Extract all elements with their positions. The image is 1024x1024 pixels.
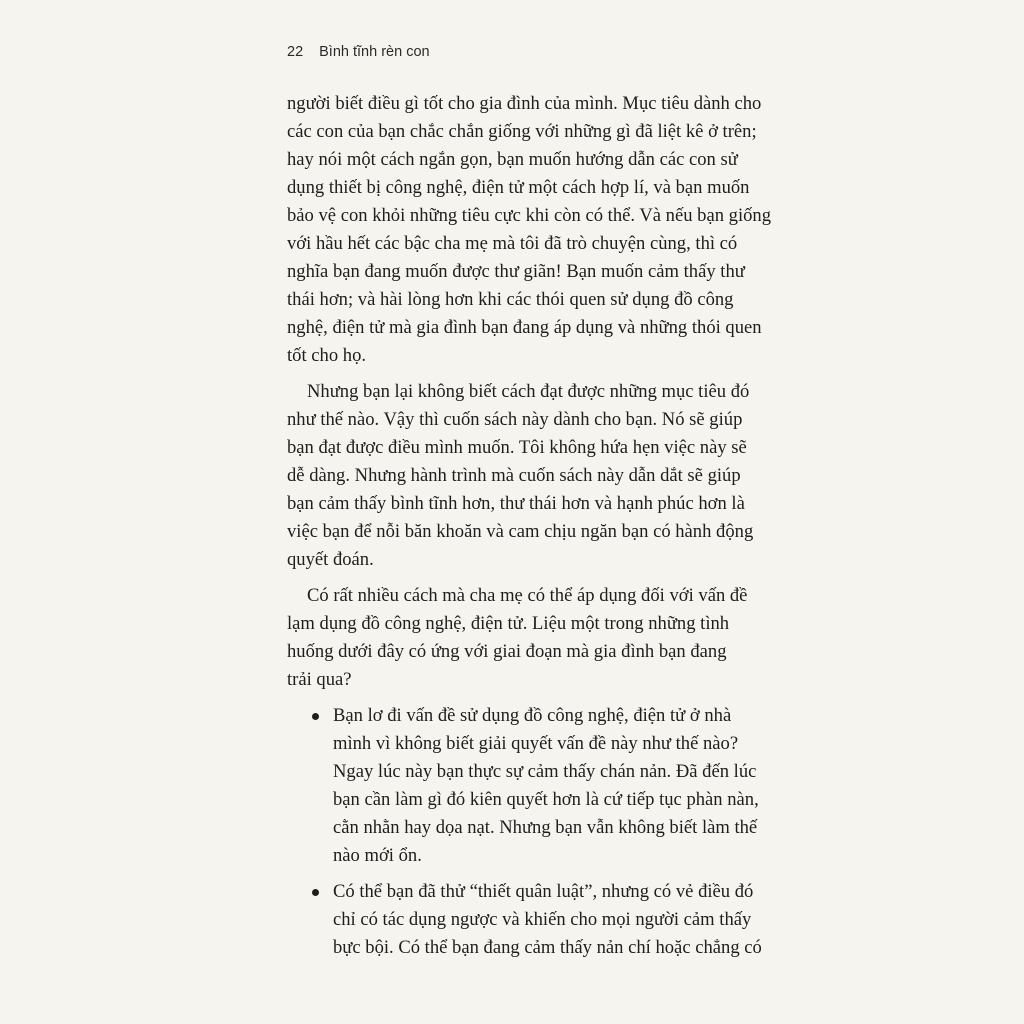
paragraph	[287, 582, 817, 694]
text-line: bảo vệ con khỏi những tiêu cực khi còn có thể. Và nếu bạn giống	[287, 205, 772, 226]
text-line: Ngay lúc này bạn thực sự cảm thấy chán nản. Đã đến lúc	[333, 761, 757, 782]
text-line: dụng thiết bị công nghệ, điện tử một cách hợp lí, và bạn muốn	[287, 177, 750, 198]
running-header	[287, 44, 430, 60]
text-line: bạn cảm thấy bình tĩnh hơn, thư thái hơn và hạnh phúc hơn là	[287, 493, 745, 514]
bullet-dot-icon	[312, 713, 319, 720]
paragraph	[287, 378, 817, 574]
page-number: 22	[287, 44, 304, 60]
text-line: việc bạn để nỗi băn khoăn và cam chịu ngăn bạn có hành động	[287, 521, 754, 542]
text-line: như thế nào. Vậy thì cuốn sách này dành cho bạn. Nó sẽ giúp	[287, 409, 743, 430]
text-line: Có rất nhiều cách mà cha mẹ có thể áp dụng đối với vấn đề	[307, 585, 748, 606]
text-line: cằn nhằn hay dọa nạt. Nhưng bạn vẫn không biết làm thế	[333, 817, 758, 838]
text-line: dễ dàng. Nhưng hành trình mà cuốn sách này dẫn dắt sẽ giúp	[287, 465, 741, 486]
text-line: mình vì không biết giải quyết vấn đề này như thế nào?	[333, 733, 739, 754]
text-line: hay nói một cách ngắn gọn, bạn muốn hướng dẫn các con sử	[287, 149, 738, 170]
text-line: chỉ có tác dụng ngược và khiến cho mọi người cảm thấy	[333, 909, 752, 930]
text-line: nào mới ổn.	[333, 845, 422, 866]
text-line: thái hơn; và hài lòng hơn khi các thói quen sử dụng đồ công	[287, 289, 734, 310]
bullet-item	[287, 702, 817, 870]
body-text	[287, 90, 817, 970]
bullet-list	[287, 702, 817, 962]
text-line: nghĩa bạn đang muốn được thư giãn! Bạn muốn cảm thấy thư	[287, 261, 745, 282]
bullet-dot-icon	[312, 889, 319, 896]
text-line: nghệ, điện tử mà gia đình bạn đang áp dụng và những thói quen	[287, 317, 762, 338]
text-line: tốt cho họ.	[287, 345, 367, 366]
text-line: bạn đạt được điều mình muốn. Tôi không hứa hẹn việc này sẽ	[287, 437, 747, 458]
text-line: các con của bạn chắc chắn giống với những gì đã liệt kê ở trên;	[287, 121, 757, 142]
bullet-item	[287, 878, 817, 962]
text-line: Có thể bạn đã thử “thiết quân luật”, nhưng có vẻ điều đó	[333, 881, 754, 902]
text-line: bạn cần làm gì đó kiên quyết hơn là cứ tiếp tục phàn nàn,	[333, 789, 759, 810]
text-line: Bạn lơ đi vấn đề sử dụng đồ công nghệ, điện tử ở nhà	[333, 705, 732, 726]
text-line: với hầu hết các bậc cha mẹ mà tôi đã trò chuyện cùng, thì có	[287, 233, 738, 254]
text-line: người biết điều gì tốt cho gia đình của mình. Mục tiêu dành cho	[287, 93, 762, 114]
paragraph	[287, 90, 817, 370]
text-line: lạm dụng đồ công nghệ, điện tử. Liệu một trong những tình	[287, 613, 730, 634]
text-line: Nhưng bạn lại không biết cách đạt được những mục tiêu đó	[307, 381, 750, 402]
text-line: quyết đoán.	[287, 549, 374, 570]
text-line: bực bội. Có thể bạn đang cảm thấy nản chí hoặc chẳng có	[333, 937, 762, 958]
text-line: trải qua?	[287, 669, 352, 690]
book-title: Bình tĩnh rèn con	[319, 44, 430, 60]
text-line: huống dưới đây có ứng với giai đoạn mà gia đình bạn đang	[287, 641, 727, 662]
